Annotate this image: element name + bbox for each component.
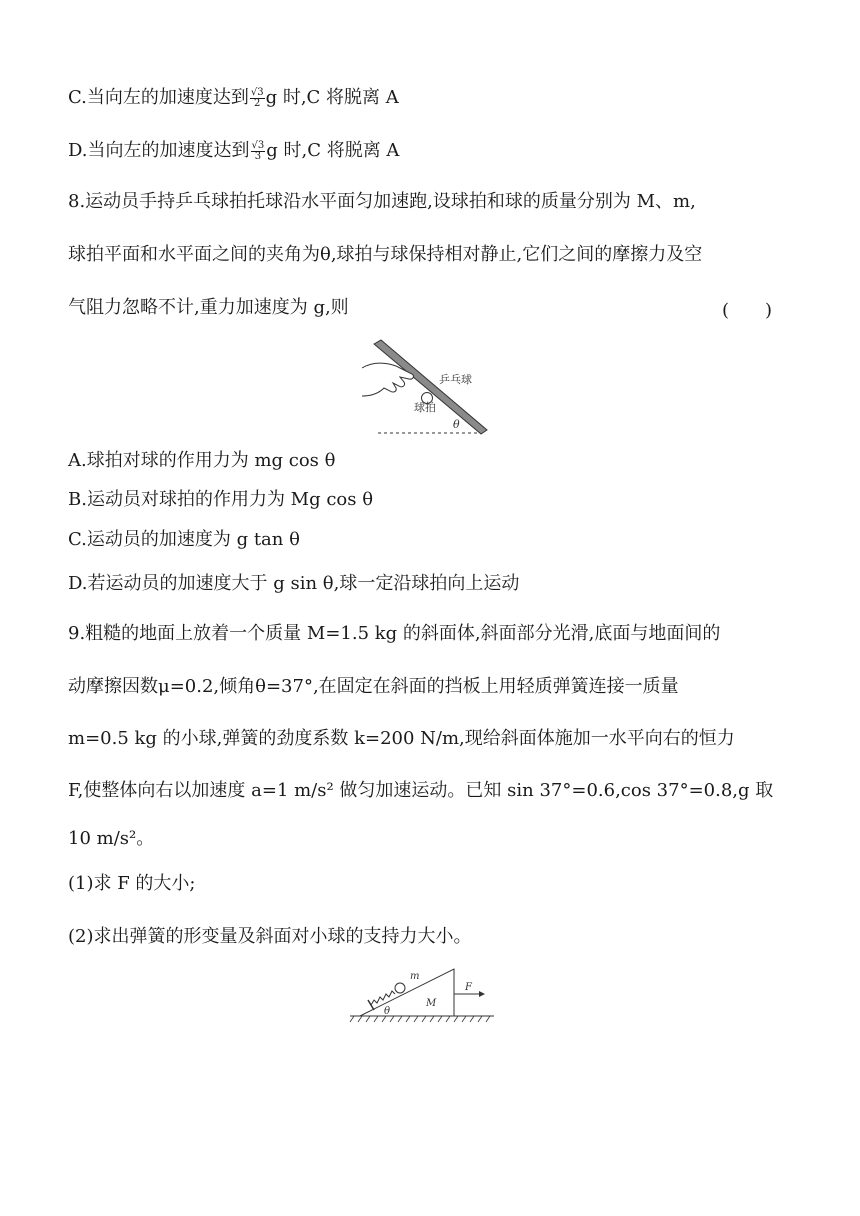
racket-figure [360, 336, 495, 438]
q7-option-c [68, 86, 399, 110]
M-label: M [426, 998, 437, 1009]
q8-option-a: A.球拍对球的作用力为 mg cos θ [68, 450, 336, 471]
q7-option-d-tail: g 时,C 将脱离 A [266, 140, 400, 161]
force-arrow-head [479, 991, 485, 997]
q9-stem-line-4: F,使整体向右以加速度 a=1 m/s² 做匀加速运动。已知 sin 37°=0.6,cos 37°=0.8,g 取 [68, 780, 774, 801]
q8-stem-line-3: 气阻力忽略不计,重力加速度为 g,则 [68, 297, 349, 318]
q7-option-c-text: C.当向左的加速度达到 [68, 87, 249, 108]
fraction-denominator: 3 [254, 150, 262, 162]
theta-label: θ [384, 1006, 391, 1017]
q9-stem-line-5: 10 m/s²。 [68, 828, 155, 849]
ground-hatch [350, 1016, 490, 1022]
fraction-numerator: √3 [250, 86, 264, 98]
q9-stem-line-2: 动摩擦因数μ=0.2,倾角θ=37°,在固定在斜面的挡板上用轻质弹簧连接一质量 [68, 676, 679, 697]
answer-paren: ( ) [722, 300, 773, 321]
angle-label: θ [453, 418, 460, 431]
q9-part-1: (1)求 F 的大小; [68, 873, 196, 894]
q8-stem-line-2: 球拍平面和水平面之间的夹角为θ,球拍与球保持相对静止,它们之间的摩擦力及空 [68, 244, 703, 265]
fraction-numerator: √3 [251, 139, 265, 151]
ball-label: 乒乓球 [439, 373, 472, 386]
F-label: F [465, 982, 472, 993]
q8-option-c: C.运动员的加速度为 g tan θ [68, 529, 300, 550]
incline-figure [348, 964, 498, 1026]
q9-part-2: (2)求出弹簧的形变量及斜面对小球的支持力大小。 [68, 926, 472, 947]
q9-stem-line-1: 9.粗糙的地面上放着一个质量 M=1.5 kg 的斜面体,斜面部分光滑,底面与地面间的 [68, 623, 721, 644]
q8-stem-line-1: 8.运动员手持乒乓球拍托球沿水平面匀加速跑,设球拍和球的质量分别为 M、m, [68, 191, 696, 212]
racket-label: 球拍 [414, 401, 436, 414]
q7-option-d-text: D.当向左的加速度达到 [68, 140, 250, 161]
q9-stem-line-3: m=0.5 kg 的小球,弹簧的劲度系数 k=200 N/m,现给斜面体施加一水平向右的恒力 [68, 728, 735, 749]
m-label: m [410, 971, 420, 982]
q7-option-d [68, 139, 399, 163]
fraction-denominator: 2 [254, 97, 261, 109]
q8-option-b: B.运动员对球拍的作用力为 Mg cos θ [68, 489, 374, 510]
small-ball [395, 983, 405, 993]
fraction [250, 88, 265, 109]
q8-option-d: D.若运动员的加速度大于 g sin θ,球一定沿球拍向上运动 [68, 573, 520, 594]
fraction [251, 141, 266, 162]
q7-option-c-tail: g 时,C 将脱离 A [265, 87, 399, 108]
